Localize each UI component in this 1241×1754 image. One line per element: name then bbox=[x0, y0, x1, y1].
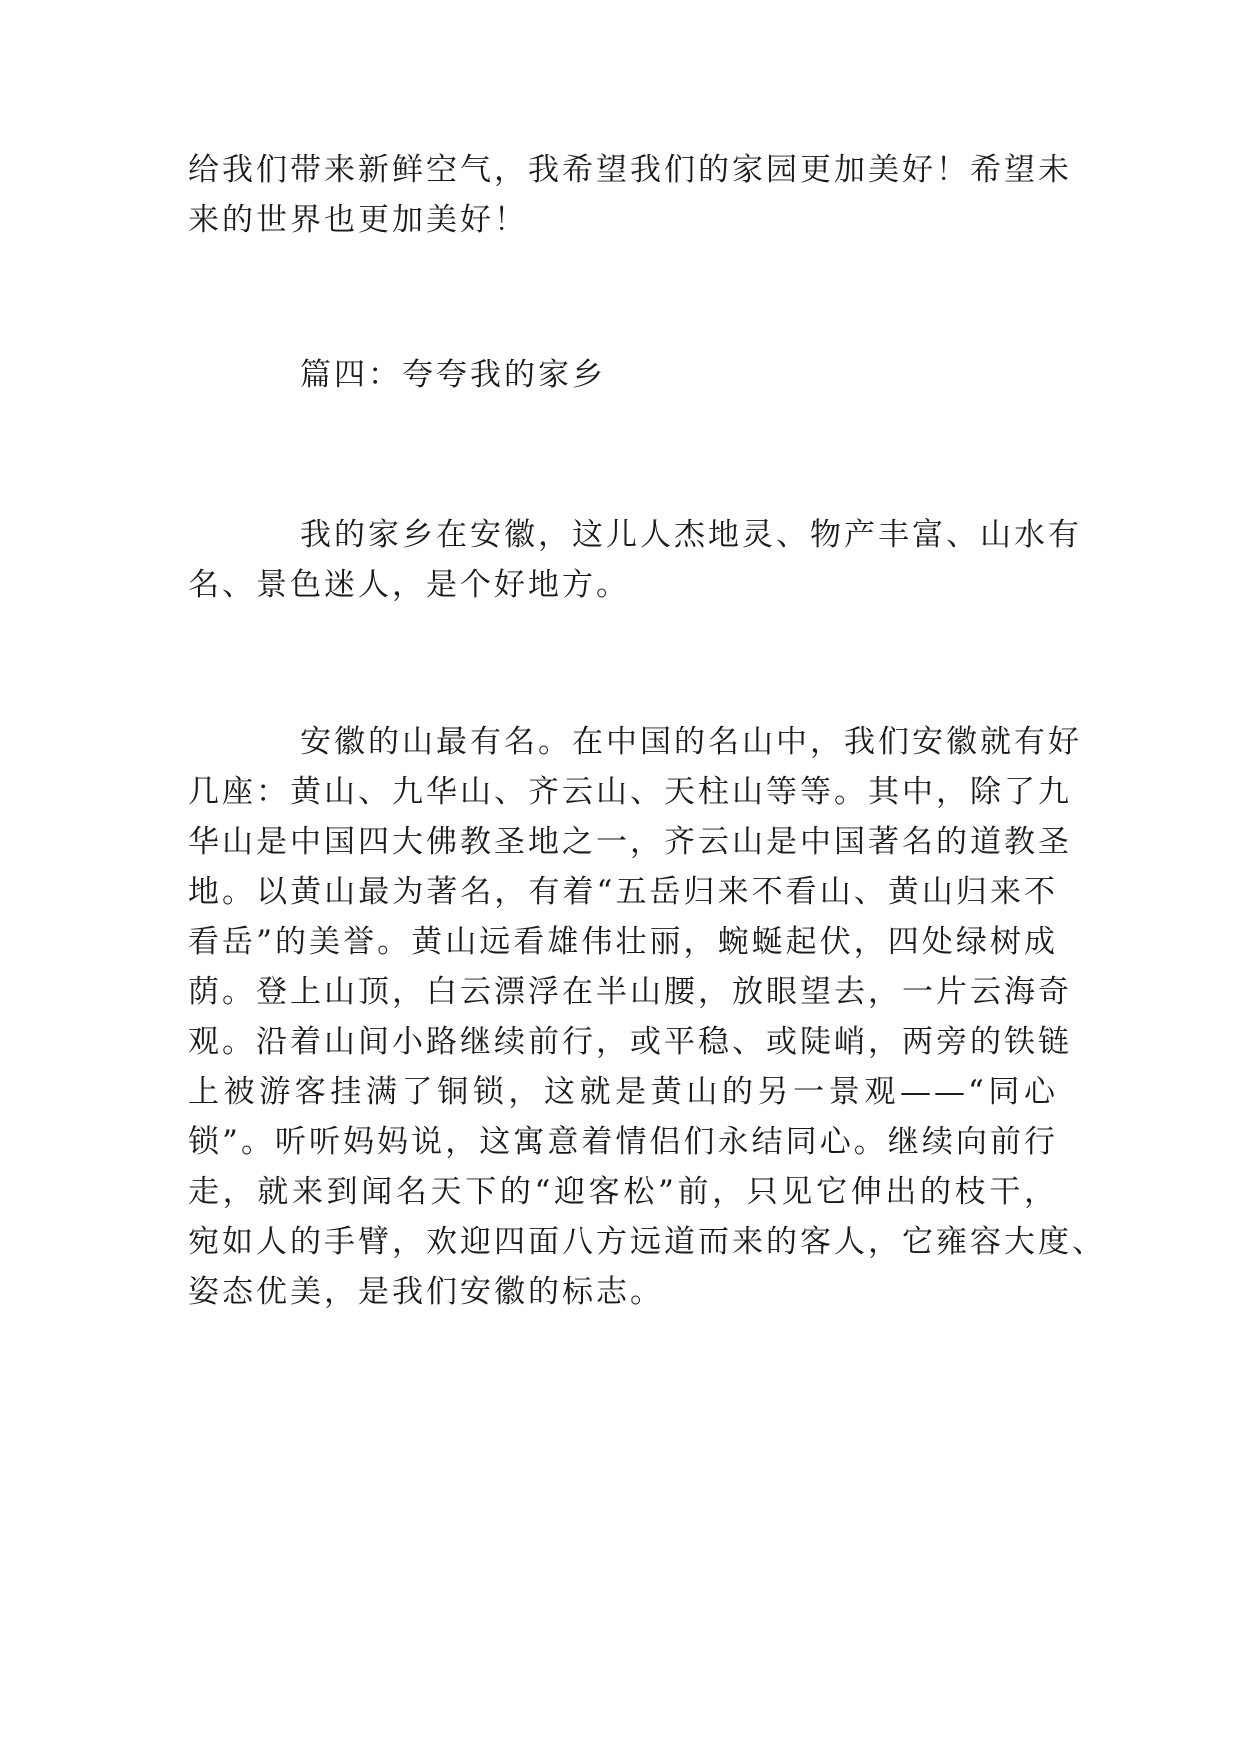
paragraph-2-line-6: 荫。登上山顶，白云漂浮在半山腰，放眼望去，一片云海奇 bbox=[188, 974, 1072, 1010]
paragraph-2-line-9: 锁”。听听妈妈说，这寓意着情侣们永结同心。继续向前行 bbox=[188, 1124, 1058, 1160]
intro-line-1: 给我们带来新鲜空气，我希望我们的家园更加美好！希望未 bbox=[188, 152, 1072, 188]
paragraph-2-line-3: 华山是中国四大佛教圣地之一，齐云山是中国著名的道教圣 bbox=[188, 824, 1072, 860]
paragraph-2-line-10: 走，就来到闻名天下的“迎客松”前，只见它伸出的枝干， bbox=[188, 1174, 1058, 1210]
paragraph-2-line-7: 观。沿着山间小路继续前行，或平稳、或陡峭，两旁的铁链 bbox=[188, 1024, 1072, 1060]
section-title: 篇四：夸夸我的家乡 bbox=[300, 357, 606, 393]
paragraph-1-line-1: 我的家乡在安徽，这儿人杰地灵、物产丰富、山水有 bbox=[300, 517, 1082, 553]
paragraph-2-line-11: 宛如人的手臂，欢迎四面八方远道而来的客人，它雍容大度、 bbox=[188, 1224, 1106, 1260]
paragraph-2-line-4: 地。以黄山最为著名，有着“五岳归来不看山、黄山归来不 bbox=[188, 874, 1058, 910]
paragraph-2-line-2: 几座：黄山、九华山、齐云山、天柱山等等。其中，除了九 bbox=[188, 774, 1072, 810]
paragraph-1-line-2: 名、景色迷人，是个好地方。 bbox=[188, 567, 630, 603]
intro-line-2: 来的世界也更加美好！ bbox=[188, 202, 528, 238]
paragraph-2-line-8: 上被游客挂满了铜锁，这就是黄山的另一景观——“同心 bbox=[188, 1074, 1058, 1110]
paragraph-2-line-5: 看岳”的美誉。黄山远看雄伟壮丽，蜿蜒起伏，四处绿树成 bbox=[188, 924, 1058, 960]
paragraph-2-line-1: 安徽的山最有名。在中国的名山中，我们安徽就有好 bbox=[300, 724, 1082, 760]
paragraph-2-line-12: 姿态优美，是我们安徽的标志。 bbox=[188, 1274, 664, 1310]
